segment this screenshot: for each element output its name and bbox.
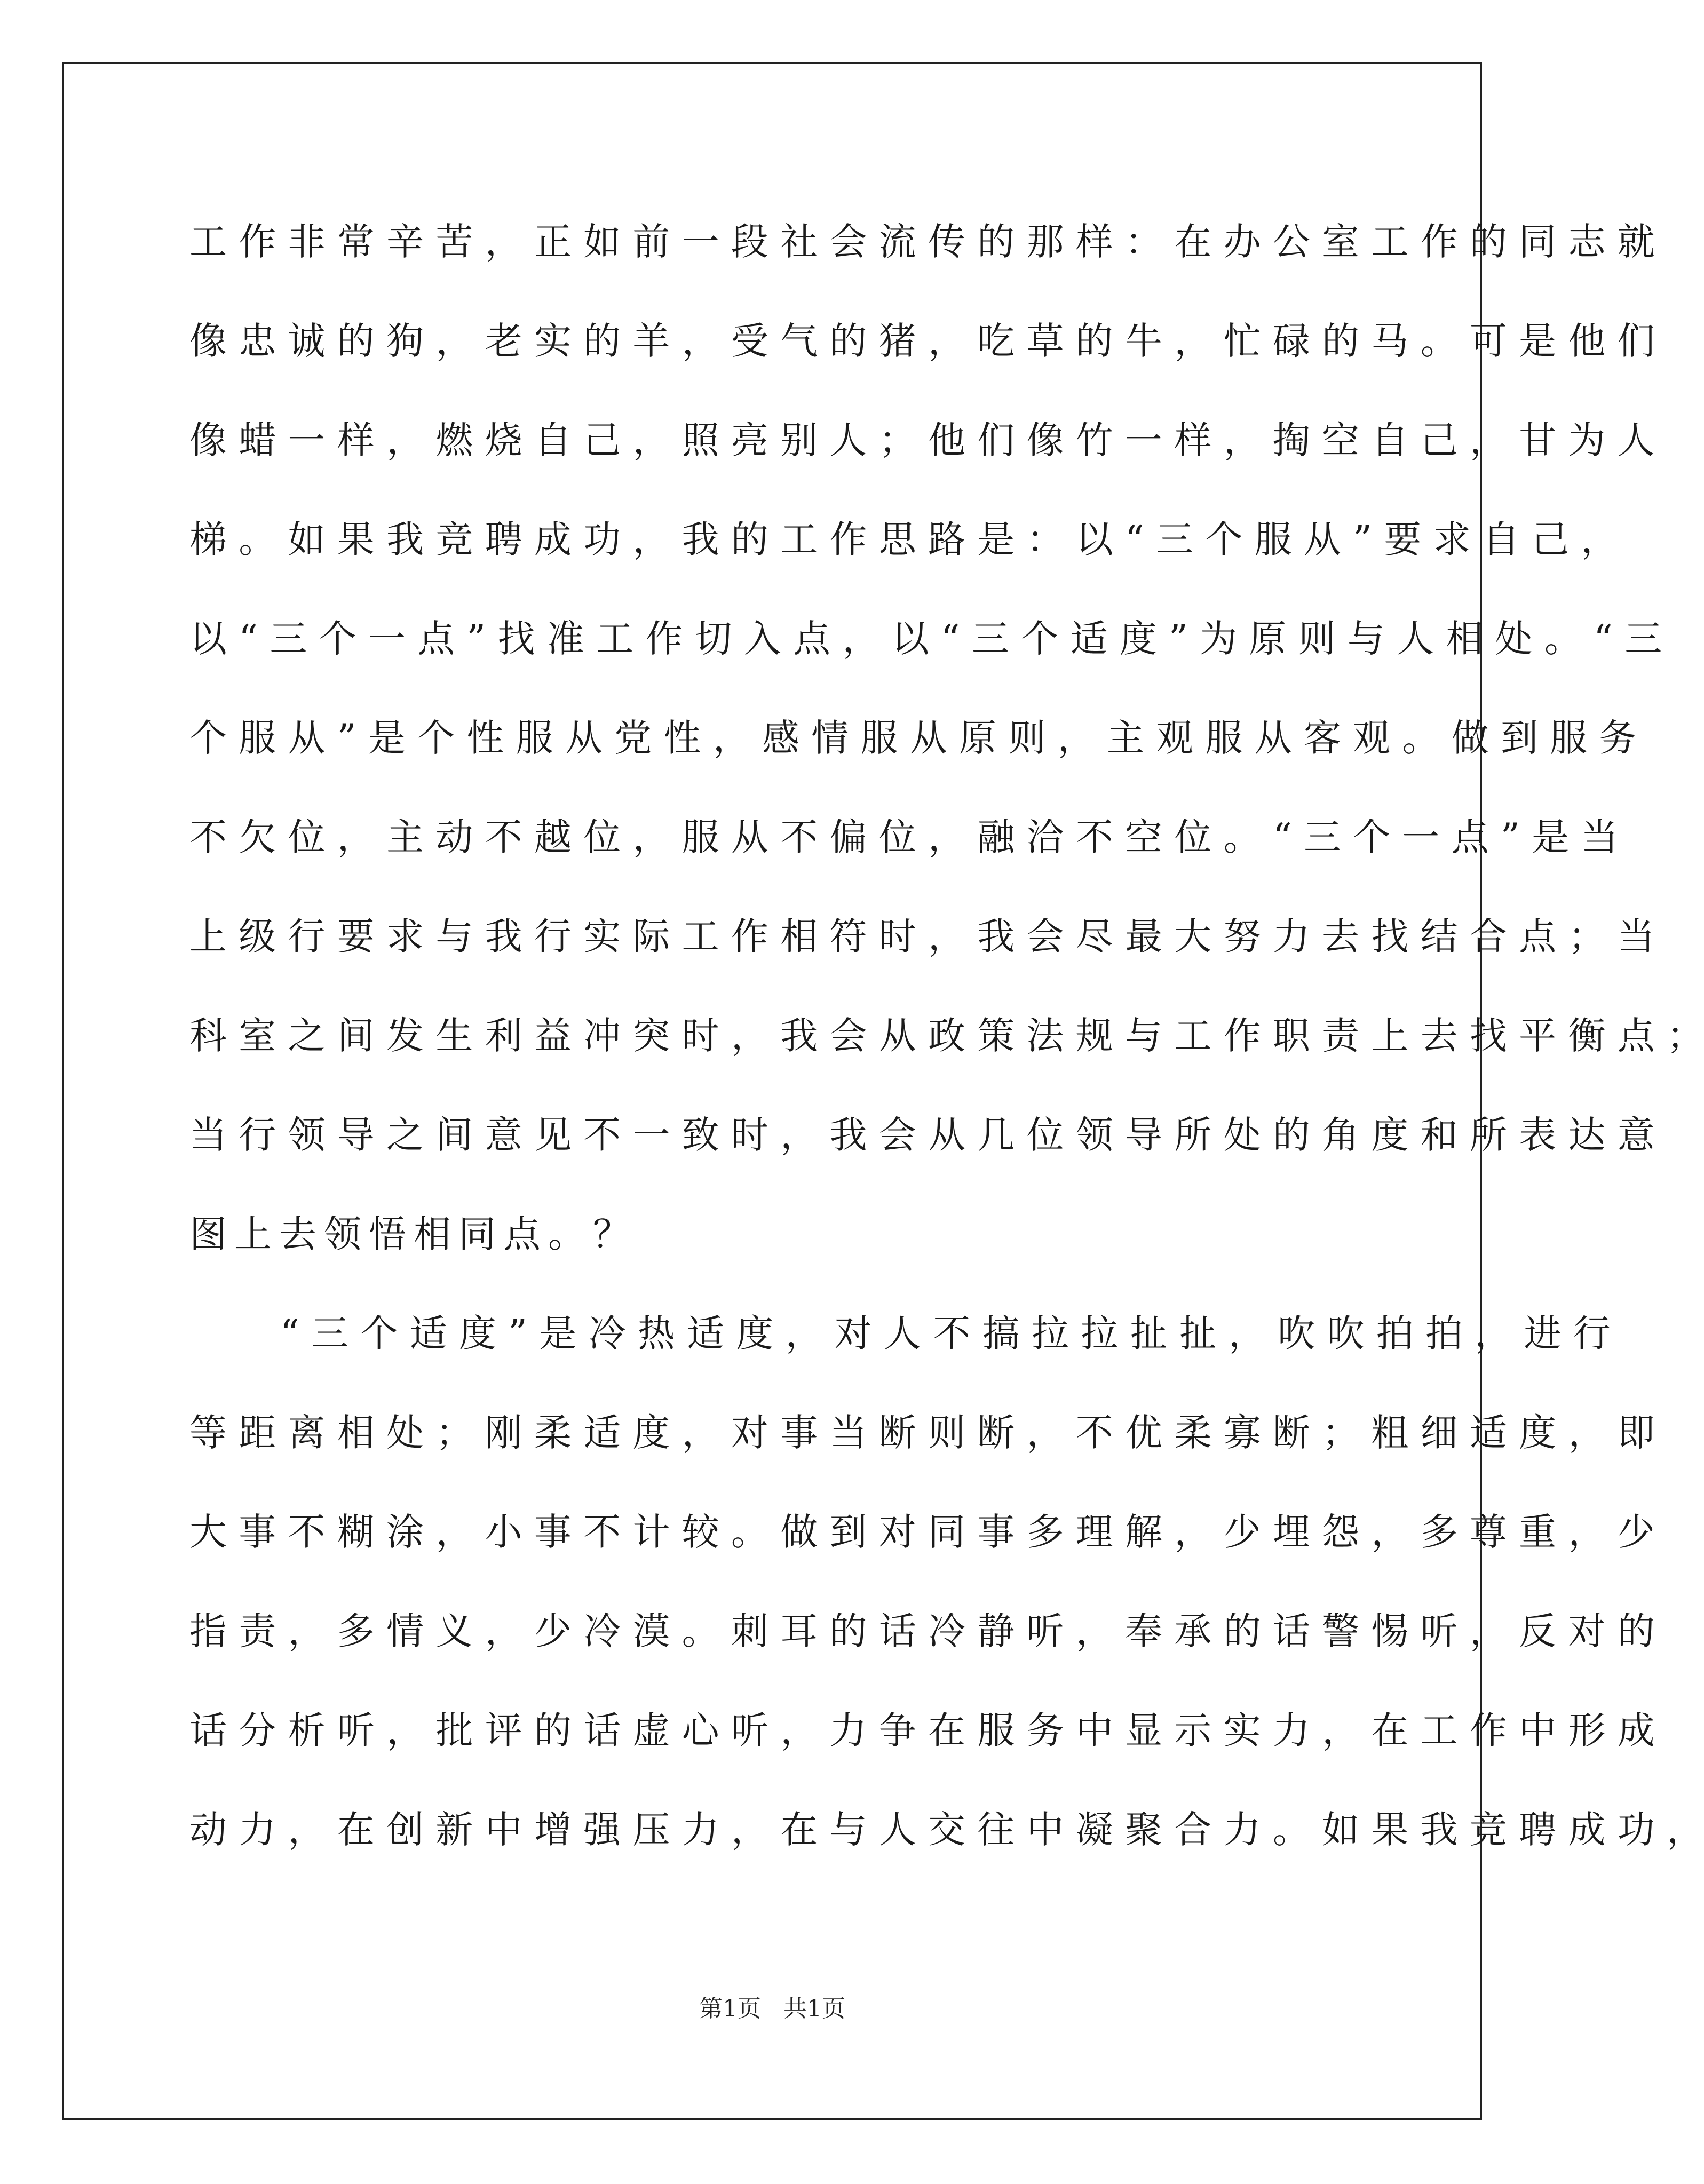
paragraph-2-line-2: 等 距 离 相 处 ； 刚 柔 适 度 ， 对 事 当 断 则 断 ， 不 优 柔 寡 断 ； 粗 细 适 度 ， 即 <box>189 1411 1655 1455</box>
paragraph-1-line-3: 像 蜡 一 样 ， 燃 烧 自 己 ， 照 亮 别 人 ； 他 们 像 竹 一 样 ， 掏 空 自 己 ， 甘 为 人 <box>189 418 1655 462</box>
paragraph-1-line-5: 以 “ 三 个 一 点 ” 找 准 工 作 切 入 点 ， 以 “ 三 个 适 度 ” 为 原 则 与 人 相 处 。 “ 三 <box>189 617 1662 661</box>
paragraph-1-line-7: 不 欠 位 ， 主 动 不 越 位 ， 服 从 不 偏 位 ， 融 洽 不 空 位 。 “ 三 个 一 点 ” 是 当 <box>189 815 1619 859</box>
paragraph-1-line-2: 像 忠 诚 的 狗 ， 老 实 的 羊 ， 受 气 的 猪 ， 吃 草 的 牛 ， 忙 碌 的 马 。 可 是 他 们 <box>189 319 1655 363</box>
paragraph-2-line-1: “ 三 个 适 度 ” 是 冷 热 适 度 ， 对 人 不 搞 拉 拉 扯 扯 ， 吹 吹 拍 拍 ， 进 行 <box>280 1312 1611 1355</box>
paragraph-1-line-10: 当 行 领 导 之 间 意 见 不 一 致 时 ， 我 会 从 几 位 领 导 所 处 的 角 度 和 所 表 达 意 <box>189 1113 1655 1157</box>
paragraph-1-line-9: 科 室 之 间 发 生 利 益 冲 突 时 ， 我 会 从 政 策 法 规 与 工 作 职 责 上 去 找 平 衡 点 ； <box>189 1014 1704 1058</box>
paragraph-1-line-11: 图上去领悟相同点。？ <box>189 1212 638 1256</box>
page-number-current: 第1页 <box>699 1995 761 2022</box>
paragraph-1-line-4: 梯 。 如 果 我 竞 聘 成 功 ， 我 的 工 作 思 路 是 ： 以 “ 三 个 服 从 ” 要 求 自 己 ， <box>189 518 1619 561</box>
paragraph-2-line-6: 动 力 ， 在 创 新 中 增 强 压 力 ， 在 与 人 交 往 中 凝 聚 合 力 。 如 果 我 竞 聘 成 功 ， <box>189 1808 1704 1852</box>
paragraph-2-line-4: 指 责 ， 多 情 义 ， 少 冷 漠 。 刺 耳 的 话 冷 静 听 ， 奉 承 的 话 警 惕 听 ， 反 对 的 <box>189 1609 1655 1653</box>
paragraph-1-line-8: 上 级 行 要 求 与 我 行 实 际 工 作 相 符 时 ， 我 会 尽 最 大 努 力 去 找 结 合 点 ； 当 <box>189 915 1655 958</box>
paragraph-2-line-5: 话 分 析 听 ， 批 评 的 话 虚 心 听 ， 力 争 在 服 务 中 显 示 实 力 ， 在 工 作 中 形 成 <box>189 1709 1655 1752</box>
paragraph-1-line-1: 工 作 非 常 辛 苦 ， 正 如 前 一 段 社 会 流 传 的 那 样 ： 在 办 公 室 工 作 的 同 志 就 <box>189 220 1655 264</box>
page-footer <box>0 1993 1544 2025</box>
paragraph-2-line-3: 大 事 不 糊 涂 ， 小 事 不 计 较 。 做 到 对 同 事 多 理 解 ， 少 埋 怨 ， 多 尊 重 ， 少 <box>189 1510 1655 1554</box>
page-number-total: 共1页 <box>783 1995 845 2022</box>
paragraph-1-line-6: 个 服 从 ” 是 个 性 服 从 党 性 ， 感 情 服 从 原 则 ， 主 观 服 从 客 观 。 做 到 服 务 <box>189 716 1637 760</box>
